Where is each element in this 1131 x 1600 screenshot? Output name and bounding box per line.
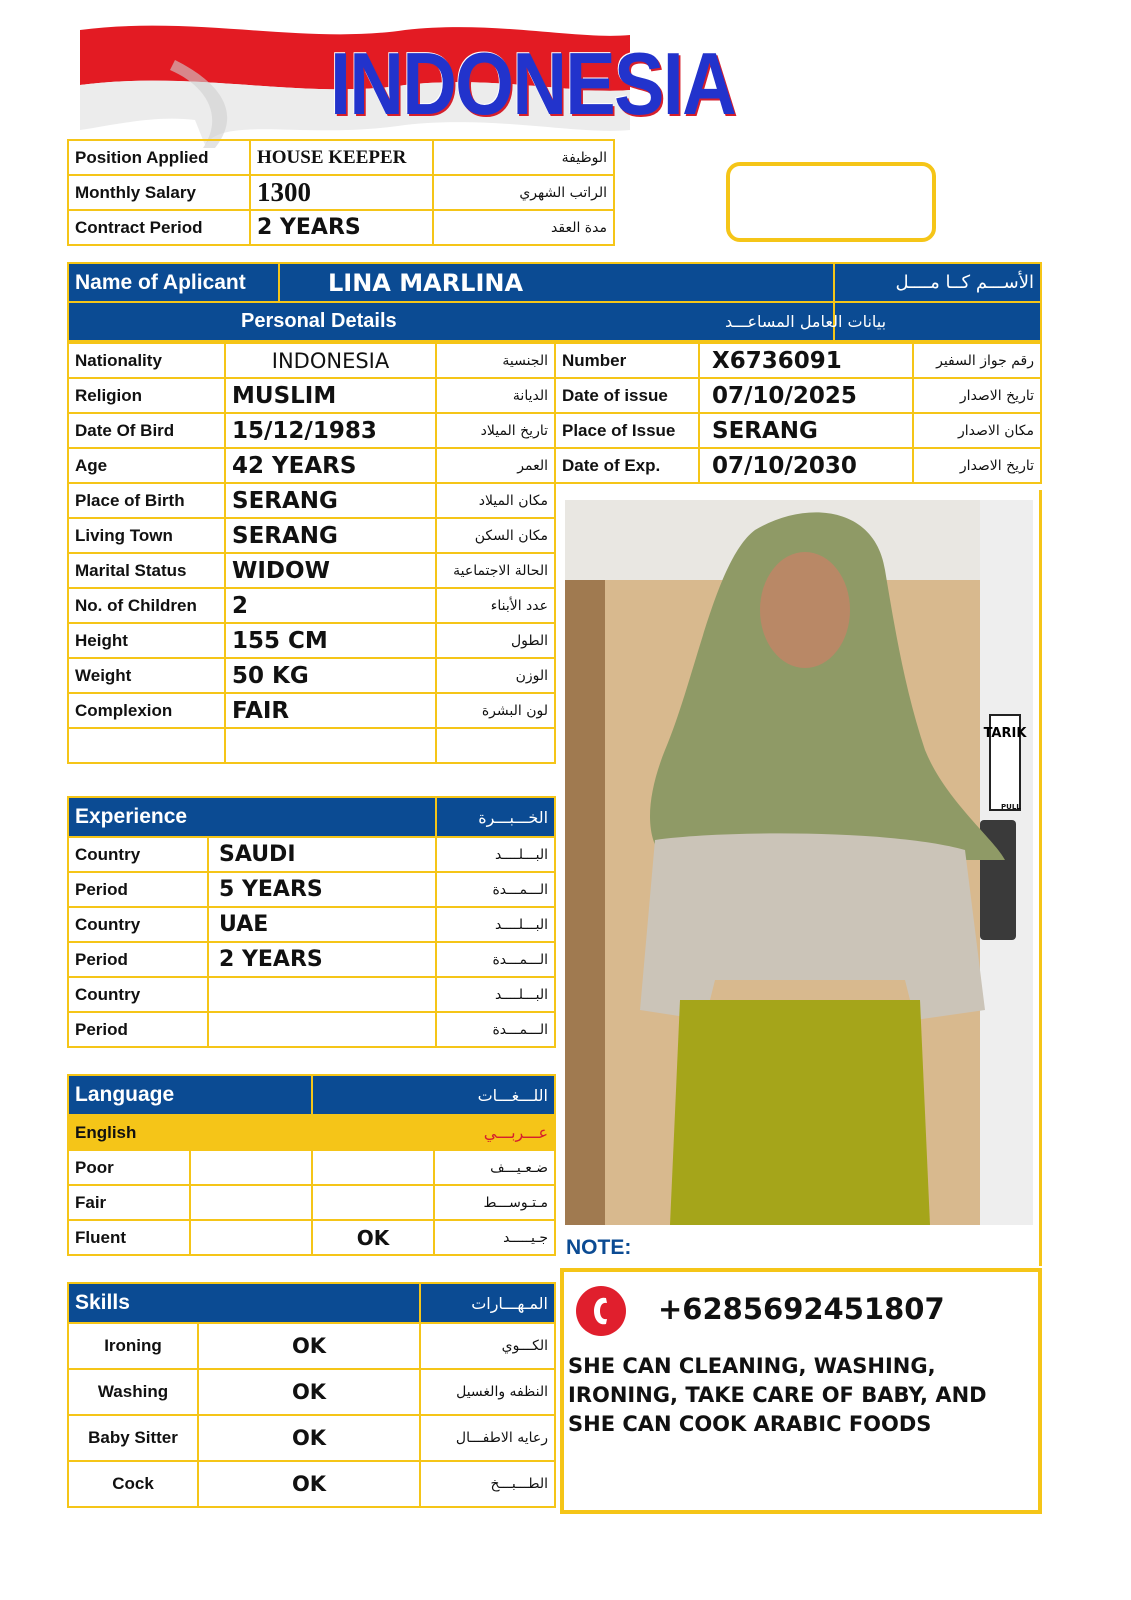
language-row — [68, 1220, 555, 1255]
note-text: SHE CAN CLEANING, WASHING, IRONING, TAKE CARE OF BABY, AND SHE CAN COOK ARABIC FOODS — [568, 1354, 987, 1436]
salary-label: Monthly Salary — [68, 175, 250, 210]
personal-details-label: Personal Details — [68, 302, 834, 341]
contract-row — [68, 210, 614, 245]
passport-label: Number — [555, 343, 699, 378]
applicant-photo — [565, 500, 1033, 1225]
language-table — [67, 1074, 556, 1256]
applicant-label: Name of Aplicant — [68, 263, 279, 302]
language-header — [68, 1075, 555, 1115]
personal-label: Nationality — [68, 343, 225, 378]
experience-row-label: Period — [68, 942, 208, 977]
skill-ar: رعايه الاطفـــال — [420, 1415, 555, 1461]
personal-row — [68, 343, 555, 378]
personal-row — [68, 623, 555, 658]
experience-row-ar: البـــلــــد — [436, 977, 555, 1012]
personal-row — [68, 588, 555, 623]
skill-value: OK — [198, 1323, 420, 1369]
personal-empty-row — [68, 728, 555, 763]
personal-details-header — [68, 302, 1041, 341]
passport-row — [555, 378, 1041, 413]
skill-value: OK — [198, 1415, 420, 1461]
skills-ar: المـهـــارات — [420, 1283, 555, 1323]
contract-label: Contract Period — [68, 210, 250, 245]
experience-ar: الخـــبـــرة — [436, 797, 555, 837]
salary-value: 1300 — [250, 175, 433, 210]
language-label: Language — [68, 1075, 312, 1115]
personal-ar: تاريخ الميلاد — [436, 413, 555, 448]
language-arabic-value — [312, 1185, 434, 1220]
personal-value: MUSLIM — [225, 378, 436, 413]
language-level-ar: جـيـــــد — [434, 1220, 555, 1255]
language-subheader — [68, 1115, 555, 1150]
position-table — [67, 139, 615, 246]
language-arabic-value — [312, 1150, 434, 1185]
experience-row — [68, 872, 555, 907]
passport-label: Date of Exp. — [555, 448, 699, 483]
skills-table — [67, 1282, 556, 1508]
language-arabic-value: OK — [312, 1220, 434, 1255]
passport-ar: مكان الاصدار — [913, 413, 1041, 448]
experience-row — [68, 977, 555, 1012]
country-title: INDONESIA — [330, 34, 736, 133]
experience-table — [67, 796, 556, 1048]
experience-row-value: 5 YEARS — [208, 872, 436, 907]
personal-label: Height — [68, 623, 225, 658]
personal-ar: الجنسية — [436, 343, 555, 378]
experience-row-value: 2 YEARS — [208, 942, 436, 977]
personal-value: WIDOW — [225, 553, 436, 588]
empty-cell — [436, 728, 555, 763]
passport-row — [555, 448, 1041, 483]
personal-row — [68, 658, 555, 693]
personal-value: 15/12/1983 — [225, 413, 436, 448]
personal-value: 155 CM — [225, 623, 436, 658]
door-sign: TARIK — [983, 726, 1027, 741]
skill-ar: النظفه والغسيل — [420, 1369, 555, 1415]
experience-row-ar: الـــمـــدة — [436, 872, 555, 907]
experience-row-value: UAE — [208, 907, 436, 942]
passport-ar: تاريخ الاصدار — [913, 448, 1041, 483]
personal-ar: مكان الميلاد — [436, 483, 555, 518]
experience-row — [68, 907, 555, 942]
salary-ar: الراتب الشهري — [433, 175, 614, 210]
skills-label: Skills — [68, 1283, 420, 1323]
personal-label: No. of Children — [68, 588, 225, 623]
personal-ar: الديانة — [436, 378, 555, 413]
personal-value: 50 KG — [225, 658, 436, 693]
experience-row-label: Period — [68, 1012, 208, 1047]
contract-value: 2 YEARS — [250, 210, 433, 245]
personal-label: Religion — [68, 378, 225, 413]
skill-label: Baby Sitter — [68, 1415, 198, 1461]
experience-row-label: Country — [68, 907, 208, 942]
personal-value: INDONESIA — [225, 343, 436, 378]
skill-row — [68, 1461, 555, 1507]
skill-label: Ironing — [68, 1323, 198, 1369]
personal-value: 42 YEARS — [225, 448, 436, 483]
personal-row — [68, 413, 555, 448]
personal-ar: الطول — [436, 623, 555, 658]
skill-ar: الكـــوي — [420, 1323, 555, 1369]
language-arabic-label: عـــربـــي — [312, 1115, 555, 1150]
personal-label: Age — [68, 448, 225, 483]
language-english-value — [190, 1220, 312, 1255]
personal-row — [68, 553, 555, 588]
personal-ar: الحالة الاجتماعية — [436, 553, 555, 588]
experience-row-label: Country — [68, 837, 208, 872]
door-sign-small: PULL — [1001, 803, 1021, 811]
passport-value: 07/10/2030 — [699, 448, 913, 483]
experience-row-value — [208, 977, 436, 1012]
personal-label: Living Town — [68, 518, 225, 553]
applicant-ar: الأســـم كــا مــــل — [834, 263, 1041, 302]
passport-ar: رقم جواز السفير — [913, 343, 1041, 378]
passport-value: SERANG — [699, 413, 913, 448]
experience-row — [68, 1012, 555, 1047]
personal-label: Date Of Bird — [68, 413, 225, 448]
experience-row — [68, 942, 555, 977]
personal-label: Place of Birth — [68, 483, 225, 518]
personal-ar: عدد الأبناء — [436, 588, 555, 623]
language-english-value — [190, 1185, 312, 1220]
personal-details-ar: بيانات العامل المساعـــد — [725, 312, 887, 331]
skill-row — [68, 1369, 555, 1415]
position-value: HOUSE KEEPER — [250, 140, 433, 175]
experience-row — [68, 837, 555, 872]
language-english-label: English — [68, 1115, 312, 1150]
phone-number: +6285692451807 — [658, 1292, 945, 1326]
skill-row — [68, 1415, 555, 1461]
personal-ar: العمر — [436, 448, 555, 483]
note-label: NOTE: — [566, 1236, 632, 1259]
personal-row — [68, 378, 555, 413]
applicant-name: LINA MARLINA — [279, 263, 834, 302]
experience-row-label: Country — [68, 977, 208, 1012]
experience-row-ar: الـــمـــدة — [436, 1012, 555, 1047]
experience-row-ar: البـــلــــد — [436, 837, 555, 872]
personal-row — [68, 693, 555, 728]
personal-value: FAIR — [225, 693, 436, 728]
personal-row — [68, 518, 555, 553]
personal-ar: الوزن — [436, 658, 555, 693]
position-row — [68, 140, 614, 175]
skill-row — [68, 1323, 555, 1369]
skill-ar: الطـــبـــخ — [420, 1461, 555, 1507]
empty-stamp-box — [726, 162, 936, 242]
passport-label: Date of issue — [555, 378, 699, 413]
experience-row-label: Period — [68, 872, 208, 907]
personal-value: SERANG — [225, 483, 436, 518]
language-ar: اللـــغـــات — [312, 1075, 555, 1115]
passport-row — [555, 413, 1041, 448]
passport-value: 07/10/2025 — [699, 378, 913, 413]
applicant-name-row — [68, 263, 1041, 302]
experience-row-value — [208, 1012, 436, 1047]
language-row — [68, 1150, 555, 1185]
position-ar: الوظيفة — [433, 140, 614, 175]
personal-value: 2 — [225, 588, 436, 623]
personal-label: Marital Status — [68, 553, 225, 588]
passport-value: X6736091 — [699, 343, 913, 378]
skill-label: Cock — [68, 1461, 198, 1507]
language-english-value — [190, 1150, 312, 1185]
empty-cell — [68, 728, 225, 763]
language-level-label: Poor — [68, 1150, 190, 1185]
personal-row — [68, 448, 555, 483]
skills-header — [68, 1283, 555, 1323]
personal-ar: مكان السكن — [436, 518, 555, 553]
language-level-ar: مـتـوســـط — [434, 1185, 555, 1220]
passport-label: Place of Issue — [555, 413, 699, 448]
experience-label: Experience — [68, 797, 436, 837]
skill-value: OK — [198, 1461, 420, 1507]
passport-table — [554, 342, 1042, 484]
salary-row — [68, 175, 614, 210]
contract-ar: مدة العقد — [433, 210, 614, 245]
skill-value: OK — [198, 1369, 420, 1415]
language-level-label: Fair — [68, 1185, 190, 1220]
personal-ar: لون البشرة — [436, 693, 555, 728]
language-row — [68, 1185, 555, 1220]
passport-ar: تاريخ الاصدار — [913, 378, 1041, 413]
position-label: Position Applied — [68, 140, 250, 175]
passport-row — [555, 343, 1041, 378]
applicant-name-table — [67, 262, 1042, 342]
personal-row — [68, 483, 555, 518]
experience-row-value: SAUDI — [208, 837, 436, 872]
personal-label: Complexion — [68, 693, 225, 728]
language-level-label: Fluent — [68, 1220, 190, 1255]
experience-row-ar: البـــلــــد — [436, 907, 555, 942]
empty-cell — [225, 728, 436, 763]
personal-label: Weight — [68, 658, 225, 693]
experience-header — [68, 797, 555, 837]
skill-label: Washing — [68, 1369, 198, 1415]
language-level-ar: ضـعـيـــف — [434, 1150, 555, 1185]
phone-icon — [576, 1286, 626, 1336]
personal-value: SERANG — [225, 518, 436, 553]
experience-row-ar: الـــمـــدة — [436, 942, 555, 977]
personal-details-table — [67, 342, 556, 764]
